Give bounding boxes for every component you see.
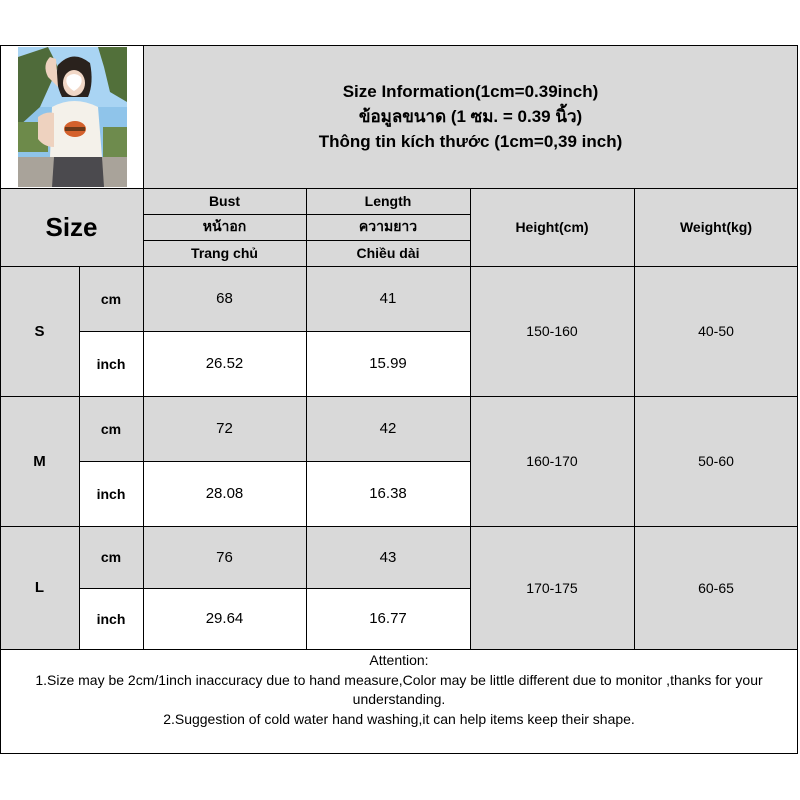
grid-line [0, 396, 798, 397]
bust-cm-m: 72 [143, 396, 306, 461]
title-cell [143, 45, 798, 188]
model-photo-image [18, 47, 127, 187]
grid-line [634, 188, 635, 649]
bust-cm-l: 76 [143, 526, 306, 588]
weight-l: 60-65 [634, 526, 798, 649]
grid-line [470, 188, 471, 649]
attention-notes [0, 649, 798, 754]
grid-line [0, 266, 798, 267]
size-chart [0, 45, 798, 754]
unit-cm: cm [79, 266, 143, 331]
unit-inch: inch [79, 461, 143, 526]
bust-inch-l: 29.64 [143, 588, 306, 649]
length-inch-m: 16.38 [306, 461, 470, 526]
grid-line [306, 188, 307, 649]
unit-cm: cm [79, 526, 143, 588]
weight-m: 50-60 [634, 396, 798, 526]
weight-header: Weight(kg) [634, 188, 798, 266]
bust-cm-s: 68 [143, 266, 306, 331]
length-header-vi: Chiều dài [306, 240, 470, 266]
title-th: ข้อมูลขนาด (1 ซม. = 0.39 นิ้ว) [358, 107, 583, 126]
title-en: Size Information(1cm=0.39inch) [342, 82, 599, 101]
grid-line [0, 753, 798, 754]
size-label-s: S [0, 266, 79, 396]
bust-header-en: Bust [143, 188, 306, 214]
length-header-th: ความยาว [306, 214, 470, 240]
grid-line [0, 45, 798, 46]
bust-header-vi: Trang chủ [143, 240, 306, 266]
length-cm-l: 43 [306, 526, 470, 588]
unit-inch: inch [79, 588, 143, 649]
bust-inch-s: 26.52 [143, 331, 306, 396]
grid-line [79, 461, 470, 462]
length-cm-m: 42 [306, 396, 470, 461]
grid-line [0, 526, 798, 527]
height-header: Height(cm) [470, 188, 634, 266]
grid-line [79, 266, 80, 649]
grid-line [79, 588, 470, 589]
attention-note-1: 1.Size may be 2cm/1inch inaccuracy due to hand measure,Color may be little different due to monitor ,thanks for your [35, 671, 763, 688]
size-label-l: L [0, 526, 79, 649]
grid-line [797, 45, 798, 754]
product-photo [18, 47, 127, 187]
bust-inch-m: 28.08 [143, 461, 306, 526]
length-header-en: Length [306, 188, 470, 214]
grid-line [0, 649, 798, 650]
attention-heading: Attention: [369, 652, 429, 668]
height-s: 150-160 [470, 266, 634, 396]
bust-header-th: หน้าอก [143, 214, 306, 240]
weight-s: 40-50 [634, 266, 798, 396]
grid-line [0, 45, 1, 754]
unit-inch: inch [79, 331, 143, 396]
attention-note-2: 2.Suggestion of cold water hand washing,it can help items keep their shape. [163, 710, 635, 727]
length-inch-l: 16.77 [306, 588, 470, 649]
size-label-m: M [0, 396, 79, 526]
length-inch-s: 15.99 [306, 331, 470, 396]
grid-line [0, 188, 798, 189]
size-header-cell [0, 188, 143, 266]
length-cm-s: 41 [306, 266, 470, 331]
attention-note-1-cont: understanding. [352, 691, 446, 707]
height-l: 170-175 [470, 526, 634, 649]
size-header: Size [45, 211, 98, 242]
title-vi: Thông tin kích thước (1cm=0,39 inch) [318, 132, 623, 151]
grid-line [143, 45, 144, 649]
height-m: 160-170 [470, 396, 634, 526]
unit-cm: cm [79, 396, 143, 461]
grid-line [79, 331, 470, 332]
